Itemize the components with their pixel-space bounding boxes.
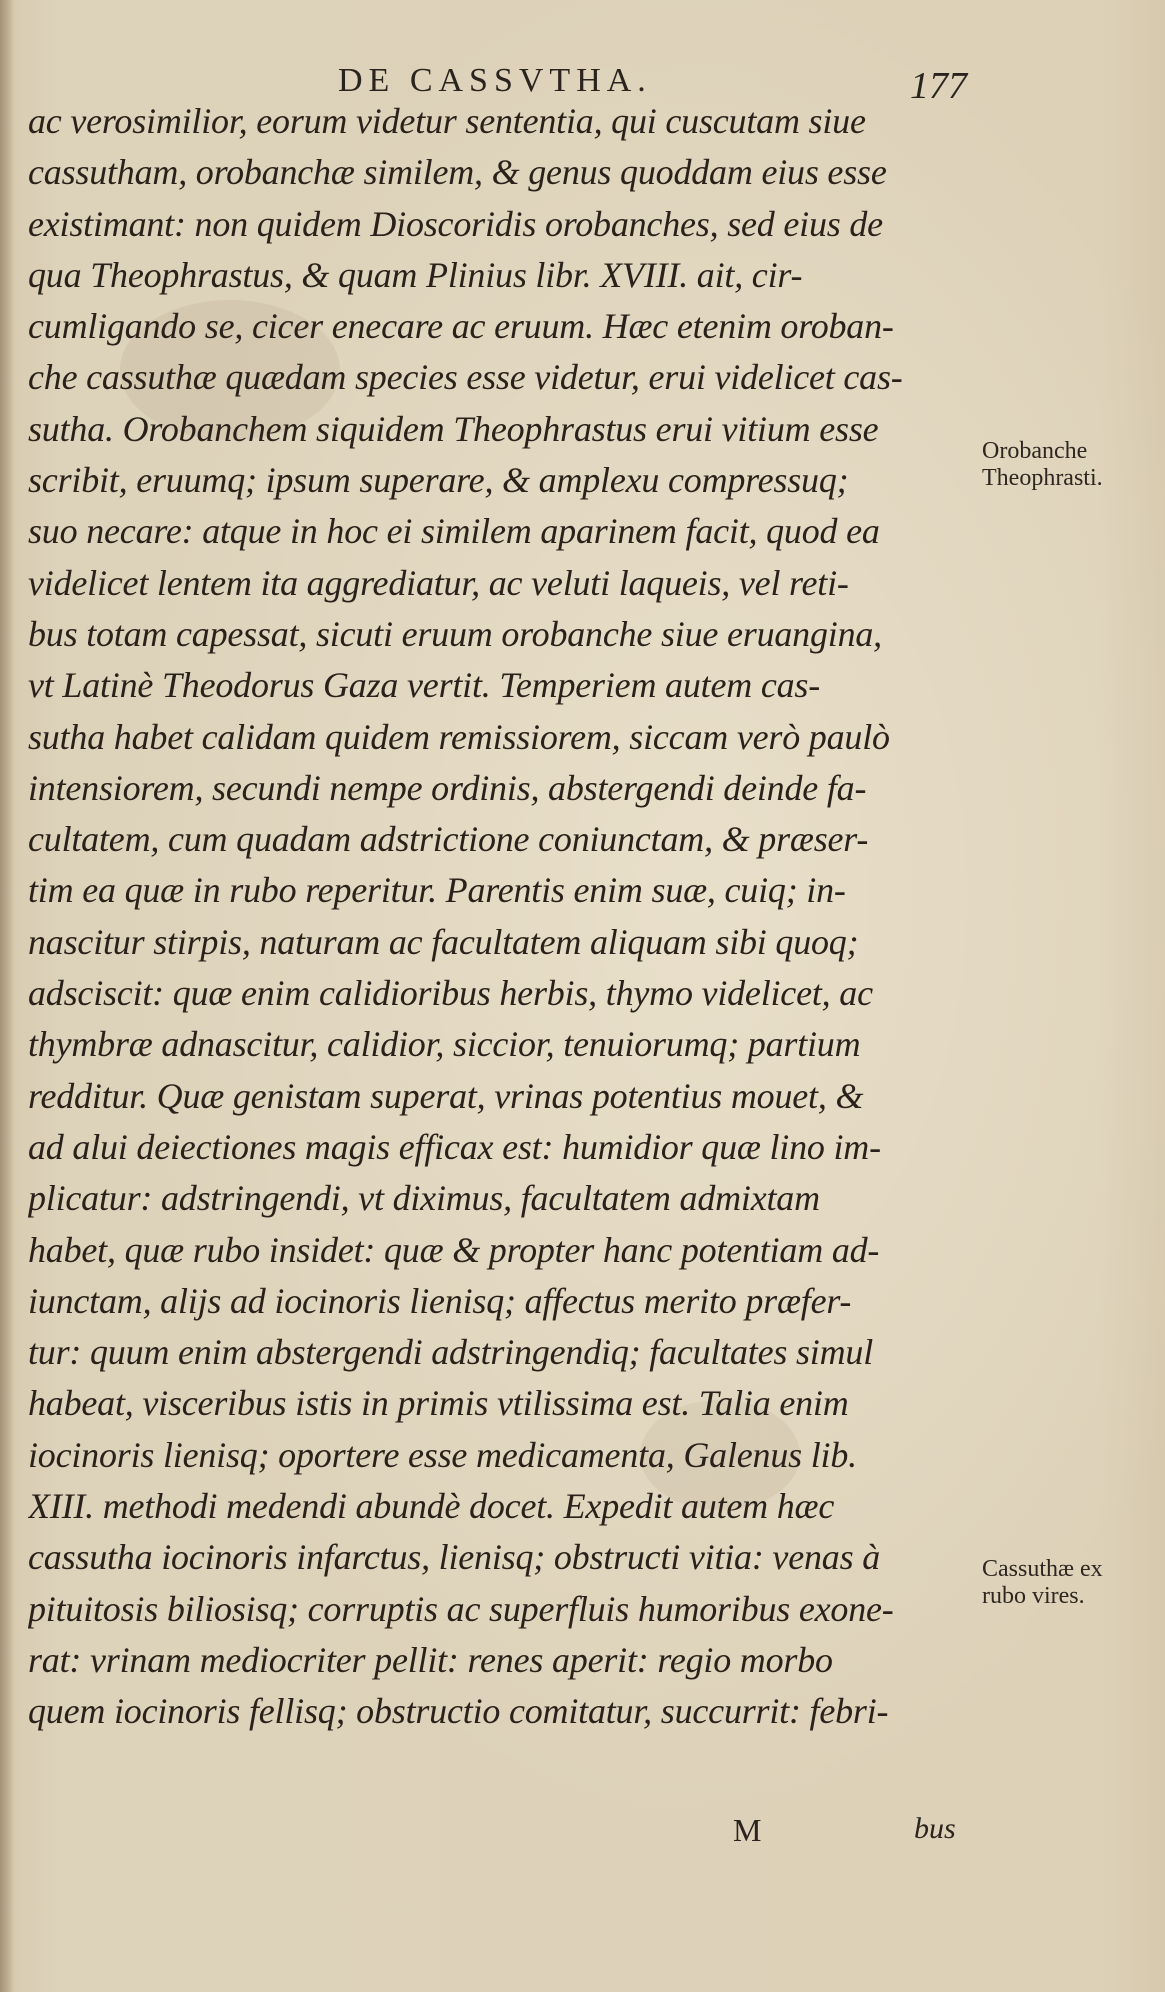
- text-line: ad alui deiectiones magis efficax est: humidior quæ lino im-: [28, 1126, 881, 1167]
- marginal-note: [982, 438, 1103, 492]
- text-line: plicatur: adstringendi, vt diximus, facultatem admixtam: [28, 1178, 820, 1219]
- text-line: nascitur stirpis, naturam ac facultatem aliquam sibi quoq;: [28, 921, 859, 962]
- text-line: adsciscit: quæ enim calidioribus herbis, thymo videlicet, ac: [28, 973, 873, 1014]
- text-line: sutha. Orobanchem siquidem Theophrastus erui vitium esse: [28, 408, 879, 449]
- text-line: iocinoris lienisq; oportere esse medicamenta, Galenus lib.: [28, 1434, 857, 1475]
- signature-mark: M: [733, 1812, 762, 1848]
- text-line: cassutham, orobanchæ similem, & genus quoddam eius esse: [28, 152, 887, 193]
- catchword: bus: [914, 1812, 956, 1845]
- marginal-note-line: Orobanche: [982, 438, 1088, 464]
- text-line: ac verosimilior, eorum videtur sententia, qui cuscutam siue: [28, 101, 866, 141]
- text-line: che cassuthæ quædam species esse videtur, erui videlicet cas-: [28, 357, 903, 398]
- text-line: cultatem, cum quadam adstrictione coniunctam, & præser-: [28, 819, 869, 860]
- running-head-title: DE CASSVTHA.: [338, 62, 652, 99]
- marginal-note-line: rubo vires.: [982, 1583, 1085, 1609]
- text-line: habeat, visceribus istis in primis vtilissima est. Talia enim: [28, 1383, 849, 1424]
- text-line: cassutha iocinoris infarctus, lienisq; obstructi vitia: venas à: [28, 1537, 880, 1578]
- text-line: iunctam, alijs ad iocinoris lienisq; affectus merito præfer-: [28, 1280, 852, 1321]
- marginal-note: [982, 1556, 1103, 1610]
- marginal-note-line: Theophrasti.: [982, 465, 1103, 491]
- text-line: suo necare: atque in hoc ei similem aparinem facit, quod ea: [28, 511, 880, 552]
- text-line: redditur. Quæ genistam superat, vrinas potentius mouet, &: [28, 1075, 864, 1116]
- text-line: sutha habet calidam quidem remissiorem, siccam verò paulò: [28, 716, 890, 757]
- gutter-shadow: [0, 0, 14, 1992]
- text-line: videlicet lentem ita aggrediatur, ac veluti laqueis, vel reti-: [28, 562, 849, 603]
- text-line: existimant: non quidem Dioscoridis orobanches, sed eius de: [28, 203, 883, 244]
- text-line: pituitosis biliosisq; corruptis ac superfluis humoribus exone-: [28, 1588, 894, 1629]
- text-line: rat: vrinam mediocriter pellit: renes aperit: regio morbo: [28, 1639, 833, 1680]
- text-line: tim ea quæ in rubo reperitur. Parentis enim suæ, cuiq; in-: [28, 870, 846, 911]
- text-line: vt Latinè Theodorus Gaza vertit. Temperiem autem cas-: [28, 665, 820, 706]
- text-line: XIII. methodi medendi abundè docet. Expedit autem hæc: [28, 1486, 835, 1527]
- text-line: habet, quæ rubo insidet: quæ & propter hanc potentiam ad-: [28, 1229, 880, 1270]
- page-number: 177: [910, 65, 967, 107]
- marginal-note-line: Cassuthæ ex: [982, 1556, 1103, 1582]
- text-line: bus totam capessat, sicuti eruum orobanche siue eruangina,: [28, 613, 882, 654]
- text-line: quem iocinoris fellisq; obstructio comitatur, succurrit: febri-: [28, 1691, 889, 1732]
- body-text: [28, 96, 978, 1738]
- text-line: intensiorem, secundi nempe ordinis, abstergendi deinde fa-: [28, 767, 867, 808]
- text-line: thymbræ adnascitur, calidior, siccior, tenuiorumq; partium: [28, 1024, 861, 1065]
- text-line: tur: quum enim abstergendi adstringendiq; facultates simul: [28, 1332, 873, 1373]
- text-line: qua Theophrastus, & quam Plinius libr. XVIII. ait, cir-: [28, 254, 803, 295]
- text-line: scribit, eruumq; ipsum superare, & amplexu compressuq;: [28, 460, 849, 501]
- text-line: cumligando se, cicer enecare ac eruum. Hæc etenim oroban-: [28, 306, 894, 347]
